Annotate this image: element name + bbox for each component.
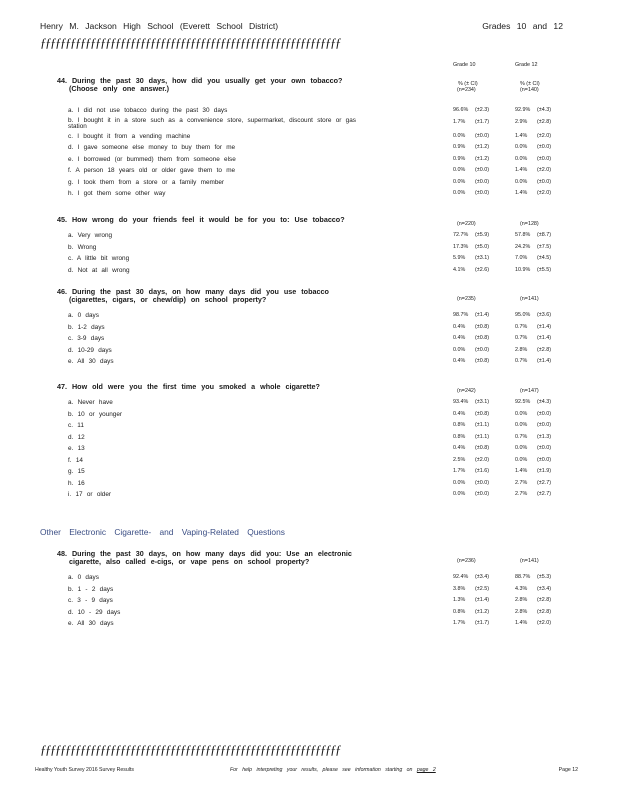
- answer-row: [57, 142, 557, 154]
- ci-value: (±2.0): [537, 132, 552, 139]
- ci-value: (±1.2): [475, 155, 490, 162]
- question-title: 46. During the past 30 days, on how many days did you use tobacco: [57, 287, 329, 296]
- ci-value: (±3.6): [537, 312, 552, 318]
- n-grade10: (n=242): [457, 388, 476, 394]
- ci-value: (±1.6): [475, 468, 490, 474]
- answer-row: [57, 117, 557, 131]
- answer-row: [57, 356, 557, 368]
- ci-value: (±1.4): [475, 312, 490, 318]
- ci-value: (±0.0): [537, 445, 552, 451]
- answer-label: b. 10 or younger: [68, 410, 123, 418]
- answer-label: b. Wrong: [68, 243, 97, 251]
- percent-value: 72.7%: [453, 232, 469, 238]
- ci-value: (±1.2): [475, 144, 490, 150]
- answer-label: d. 10-29 days: [68, 346, 112, 354]
- ci-value: (±2.8): [537, 118, 552, 125]
- ci-value: (±0.0): [537, 144, 552, 150]
- ci-value: (±3.4): [475, 574, 490, 580]
- answer-row: [57, 584, 557, 596]
- answer-label: d. 10 - 29 days: [68, 608, 121, 616]
- ci-value: (±5.9): [475, 232, 490, 238]
- ci-value: (±0.8): [475, 445, 490, 451]
- ci-value: (±0.0): [475, 132, 490, 139]
- question-45: [57, 216, 557, 276]
- answer-label: f. 14: [68, 456, 83, 464]
- n-grade10: (n=234): [457, 87, 476, 93]
- answer-row: [57, 188, 557, 200]
- answer-label: e. 13: [68, 445, 85, 452]
- answer-label: a. Very wrong: [68, 232, 113, 239]
- percent-value: 4.3%: [515, 585, 528, 592]
- ci-value: (±0.0): [475, 167, 490, 173]
- percent-value: 0.0%: [515, 178, 528, 185]
- answer-row: [57, 265, 557, 277]
- footer-help: For help interpreting your results, please see information starting on page 2: [230, 767, 436, 773]
- page-footer: [35, 767, 588, 773]
- answer-label: b. I bought it in a store such as a convenience store, supermarket, discount store or gas station: [68, 116, 356, 130]
- answer-label: d. Not at all wrong: [68, 266, 130, 274]
- ci-value: (±5.0): [475, 243, 490, 250]
- percent-value: 1.7%: [453, 620, 466, 626]
- answer-row: [57, 131, 557, 143]
- answer-row: [57, 432, 557, 444]
- answer-label: a. I did not use tobacco during the past 30 days: [68, 107, 228, 114]
- ci-value: (±0.0): [537, 155, 552, 162]
- percent-value: 2.8%: [515, 346, 528, 353]
- percent-value: 2.8%: [515, 608, 528, 615]
- answer-row: [57, 253, 557, 265]
- ci-value: (±0.0): [537, 178, 552, 185]
- question-title: 48. During the past 30 days, on how many days did you: Use an electronic: [57, 549, 352, 558]
- answer-label: c. I bought it from a vending machine: [68, 132, 191, 140]
- ci-value: (±4.3): [537, 107, 552, 113]
- percent-value: 7.0%: [515, 255, 528, 261]
- percent-value: 0.0%: [453, 178, 466, 185]
- percent-value: 0.0%: [515, 410, 528, 417]
- ci-value: (±2.0): [537, 190, 552, 196]
- ci-value: (±1.4): [537, 335, 552, 341]
- n-grade12: (n=141): [520, 296, 539, 302]
- question-subtitle: (cigarettes, cigars, or chew/dip) on school property?: [69, 295, 267, 304]
- percent-value: 1.4%: [515, 132, 528, 139]
- percent-value: 0.4%: [453, 358, 466, 364]
- percent-value: 1.4%: [515, 620, 528, 626]
- percent-value: 92.4%: [453, 574, 469, 580]
- answer-label: d. 12: [68, 433, 85, 441]
- n-grade10: (n=235): [457, 296, 476, 302]
- answer-label: a. 0 days: [68, 574, 99, 581]
- ci-value: (±1.7): [475, 620, 490, 626]
- percent-value: 2.7%: [515, 491, 528, 497]
- ci-value: (±0.0): [537, 422, 552, 428]
- percent-value: 3.8%: [453, 585, 466, 592]
- percent-value: 0.8%: [453, 608, 466, 615]
- answer-label: e. I borrowed (or bummed) them from someone else: [68, 155, 236, 163]
- ci-value: (±0.8): [475, 410, 490, 417]
- answer-label: b. 1-2 days: [68, 323, 105, 331]
- ci-value: (±1.1): [475, 433, 490, 440]
- percent-value: 98.7%: [453, 312, 469, 318]
- ci-value: (±4.3): [537, 399, 552, 405]
- ci-value: (±2.7): [537, 479, 552, 486]
- percent-value: 1.4%: [515, 190, 528, 196]
- answer-row: [57, 242, 557, 254]
- ci-value: (±3.4): [537, 585, 552, 592]
- ci-value: (±1.3): [537, 433, 552, 440]
- percent-value: 93.4%: [453, 399, 469, 405]
- answer-row: [57, 409, 557, 421]
- percent-value: 96.6%: [453, 107, 469, 113]
- n-grade12: (n=147): [520, 388, 539, 394]
- percent-value: 92.9%: [515, 107, 531, 113]
- percent-value: 0.7%: [515, 335, 528, 341]
- ci-value: (±1.1): [475, 422, 490, 428]
- ci-value: (±2.7): [537, 491, 552, 497]
- ci-value: (±4.5): [537, 255, 552, 261]
- answer-label: c. A little bit wrong: [68, 255, 130, 262]
- answer-row: [57, 595, 557, 607]
- question-title: 47. How old were you the first time you smoked a whole cigarette?: [57, 382, 320, 391]
- answer-label: c. 3-9 days: [68, 335, 105, 342]
- pct-ci-label: % (± CI): [520, 81, 540, 87]
- answer-row: [57, 478, 557, 490]
- section-title: Other Electronic Cigarette- and Vaping-Related Questions: [40, 527, 285, 537]
- percent-value: 0.4%: [453, 335, 466, 341]
- answer-row: [57, 466, 557, 478]
- answer-row: [57, 572, 557, 584]
- ci-value: (±7.5): [537, 243, 552, 250]
- percent-value: 0.0%: [453, 491, 466, 497]
- percent-value: 17.3%: [453, 243, 469, 250]
- percent-value: 0.9%: [453, 155, 466, 162]
- school-name: Henry M. Jackson High School (Everett School District): [40, 21, 279, 31]
- percent-value: 1.3%: [453, 597, 466, 603]
- grade10-header: Grade 10: [453, 62, 476, 68]
- question-48: [57, 550, 557, 630]
- percent-value: 2.7%: [515, 479, 528, 486]
- percent-value: 0.4%: [453, 410, 466, 417]
- percent-value: 95.0%: [515, 312, 531, 318]
- percent-value: 0.0%: [515, 155, 528, 162]
- percent-value: 2.9%: [515, 118, 528, 125]
- answer-row: [57, 333, 557, 345]
- ci-value: (±2.0): [475, 456, 490, 463]
- answer-row: [57, 607, 557, 619]
- percent-value: 0.4%: [453, 323, 466, 330]
- ci-value: (±1.4): [475, 597, 490, 603]
- answer-row: [57, 230, 557, 242]
- answer-row: [57, 455, 557, 467]
- percent-value: 0.8%: [453, 422, 466, 428]
- ci-value: (±0.0): [537, 456, 552, 463]
- answer-label: g. 15: [68, 468, 85, 475]
- footer-left: Healthy Youth Survey 2016 Survey Results: [35, 767, 134, 773]
- percent-value: 0.0%: [515, 445, 528, 451]
- ci-value: (±2.3): [475, 107, 490, 113]
- percent-value: 0.0%: [453, 346, 466, 353]
- page-link[interactable]: page 2: [416, 767, 436, 773]
- percent-value: 0.8%: [453, 433, 466, 440]
- answer-row: [57, 618, 557, 630]
- ci-value: (±2.5): [475, 585, 490, 592]
- answer-label: d. I gave someone else money to buy them for me: [68, 144, 236, 151]
- ci-value: (±2.8): [537, 346, 552, 353]
- answer-label: e. All 30 days: [68, 620, 114, 627]
- answer-label: b. 1 - 2 days: [68, 585, 114, 593]
- page-number: Page 12: [558, 767, 578, 773]
- n-grade12: (n=141): [520, 558, 539, 564]
- ci-value: (±5.5): [537, 266, 552, 273]
- answer-label: f. A person 18 years old or older gave them to me: [68, 167, 236, 174]
- n-grade10: (n=220): [457, 221, 476, 227]
- percent-value: 0.4%: [453, 445, 466, 451]
- question-46: [57, 288, 557, 368]
- answer-row: [57, 443, 557, 455]
- question-title: 44. During the past 30 days, how did you usually get your own tobacco?: [57, 76, 343, 85]
- ci-value: (±5.3): [537, 574, 552, 580]
- answer-label: a. 0 days: [68, 312, 99, 319]
- percent-value: 2.8%: [515, 597, 528, 603]
- answer-label: i. 17 or older: [68, 491, 112, 498]
- ci-value: (±0.0): [475, 491, 490, 497]
- n-grade12: (n=140): [520, 87, 539, 93]
- ci-value: (±2.8): [537, 608, 552, 615]
- ci-value: (±2.8): [537, 597, 552, 603]
- answer-label: a. Never have: [68, 399, 113, 406]
- percent-value: 1.7%: [453, 118, 466, 125]
- ci-value: (±0.0): [475, 346, 490, 353]
- question-subtitle: cigarette, also called e-cigs, or vape pens on school property?: [69, 557, 310, 566]
- percent-value: 0.7%: [515, 433, 528, 440]
- answer-row: [57, 345, 557, 357]
- percent-value: 0.0%: [515, 456, 528, 463]
- percent-value: 0.0%: [453, 132, 466, 139]
- percent-value: 4.1%: [453, 266, 466, 273]
- footer-rule: ƒƒƒƒƒƒƒƒƒƒƒƒƒƒƒƒƒƒƒƒƒƒƒƒƒƒƒƒƒƒƒƒƒƒƒƒƒƒƒƒƒƒƒƒƒƒƒƒƒƒƒƒƒƒƒƒƒƒƒƒ: [40, 744, 340, 756]
- n-grade12: (n=128): [520, 221, 539, 227]
- question-subtitle: (Choose only one answer.): [69, 84, 170, 93]
- answer-label: h. 16: [68, 479, 85, 487]
- percent-value: 10.9%: [515, 266, 531, 273]
- percent-value: 0.7%: [515, 323, 528, 330]
- answer-label: h. I got them some other way: [68, 190, 166, 197]
- percent-value: 0.9%: [453, 144, 466, 150]
- answer-row: [57, 310, 557, 322]
- ci-value: (±3.1): [475, 255, 490, 261]
- percent-value: 0.0%: [515, 422, 528, 428]
- ci-value: (±0.0): [537, 410, 552, 417]
- ci-value: (±0.0): [475, 178, 490, 185]
- answer-label: c. 11: [68, 422, 84, 429]
- percent-value: 57.8%: [515, 232, 531, 238]
- question-title: 45. How wrong do your friends feel it would be for you to: Use tobacco?: [57, 215, 345, 224]
- ci-value: (±0.8): [475, 323, 490, 330]
- answer-label: g. I took them from a store or a family member: [68, 178, 225, 186]
- ci-value: (±1.4): [537, 323, 552, 330]
- answer-label: c. 3 - 9 days: [68, 597, 113, 604]
- answer-row: [57, 489, 557, 501]
- percent-value: 88.7%: [515, 574, 531, 580]
- ci-value: (±0.0): [475, 190, 490, 196]
- question-44: [57, 77, 557, 200]
- percent-value: 1.7%: [453, 468, 466, 474]
- ci-value: (±2.0): [537, 167, 552, 173]
- answer-row: [57, 165, 557, 177]
- answer-row: [57, 154, 557, 166]
- percent-value: 0.0%: [453, 479, 466, 486]
- ci-value: (±1.2): [475, 608, 490, 615]
- answer-row: [57, 397, 557, 409]
- pct-ci-label: % (± CI): [458, 81, 478, 87]
- percent-value: 0.0%: [453, 190, 466, 196]
- percent-value: 0.0%: [453, 167, 466, 173]
- question-47: [57, 383, 557, 501]
- percent-value: 2.5%: [453, 456, 466, 463]
- ci-value: (±3.1): [475, 399, 490, 405]
- answer-label: e. All 30 days: [68, 358, 114, 365]
- ci-value: (±2.0): [537, 620, 552, 626]
- grades-label: Grades 10 and 12: [482, 21, 563, 31]
- ci-value: (±1.7): [475, 118, 490, 125]
- answer-row: [57, 420, 557, 432]
- answer-row: [57, 322, 557, 334]
- ci-value: (±2.6): [475, 266, 490, 273]
- ci-value: (±0.0): [475, 479, 490, 486]
- answer-row: [57, 177, 557, 189]
- ci-value: (±1.9): [537, 468, 552, 474]
- ci-value: (±8.7): [537, 232, 552, 238]
- page-header: [40, 21, 578, 33]
- percent-value: 92.5%: [515, 399, 531, 405]
- percent-value: 0.0%: [515, 144, 528, 150]
- header-rule: ƒƒƒƒƒƒƒƒƒƒƒƒƒƒƒƒƒƒƒƒƒƒƒƒƒƒƒƒƒƒƒƒƒƒƒƒƒƒƒƒƒƒƒƒƒƒƒƒƒƒƒƒƒƒƒƒƒƒƒƒ: [40, 37, 340, 49]
- answer-row: [57, 105, 557, 117]
- n-grade10: (n=236): [457, 558, 476, 564]
- ci-value: (±0.8): [475, 358, 490, 364]
- percent-value: 24.2%: [515, 243, 531, 250]
- ci-value: (±1.4): [537, 358, 552, 364]
- percent-value: 5.9%: [453, 255, 466, 261]
- percent-value: 1.4%: [515, 167, 528, 173]
- grade12-header: Grade 12: [515, 62, 538, 68]
- percent-value: 0.7%: [515, 358, 528, 364]
- ci-value: (±0.8): [475, 335, 490, 341]
- percent-value: 1.4%: [515, 468, 528, 474]
